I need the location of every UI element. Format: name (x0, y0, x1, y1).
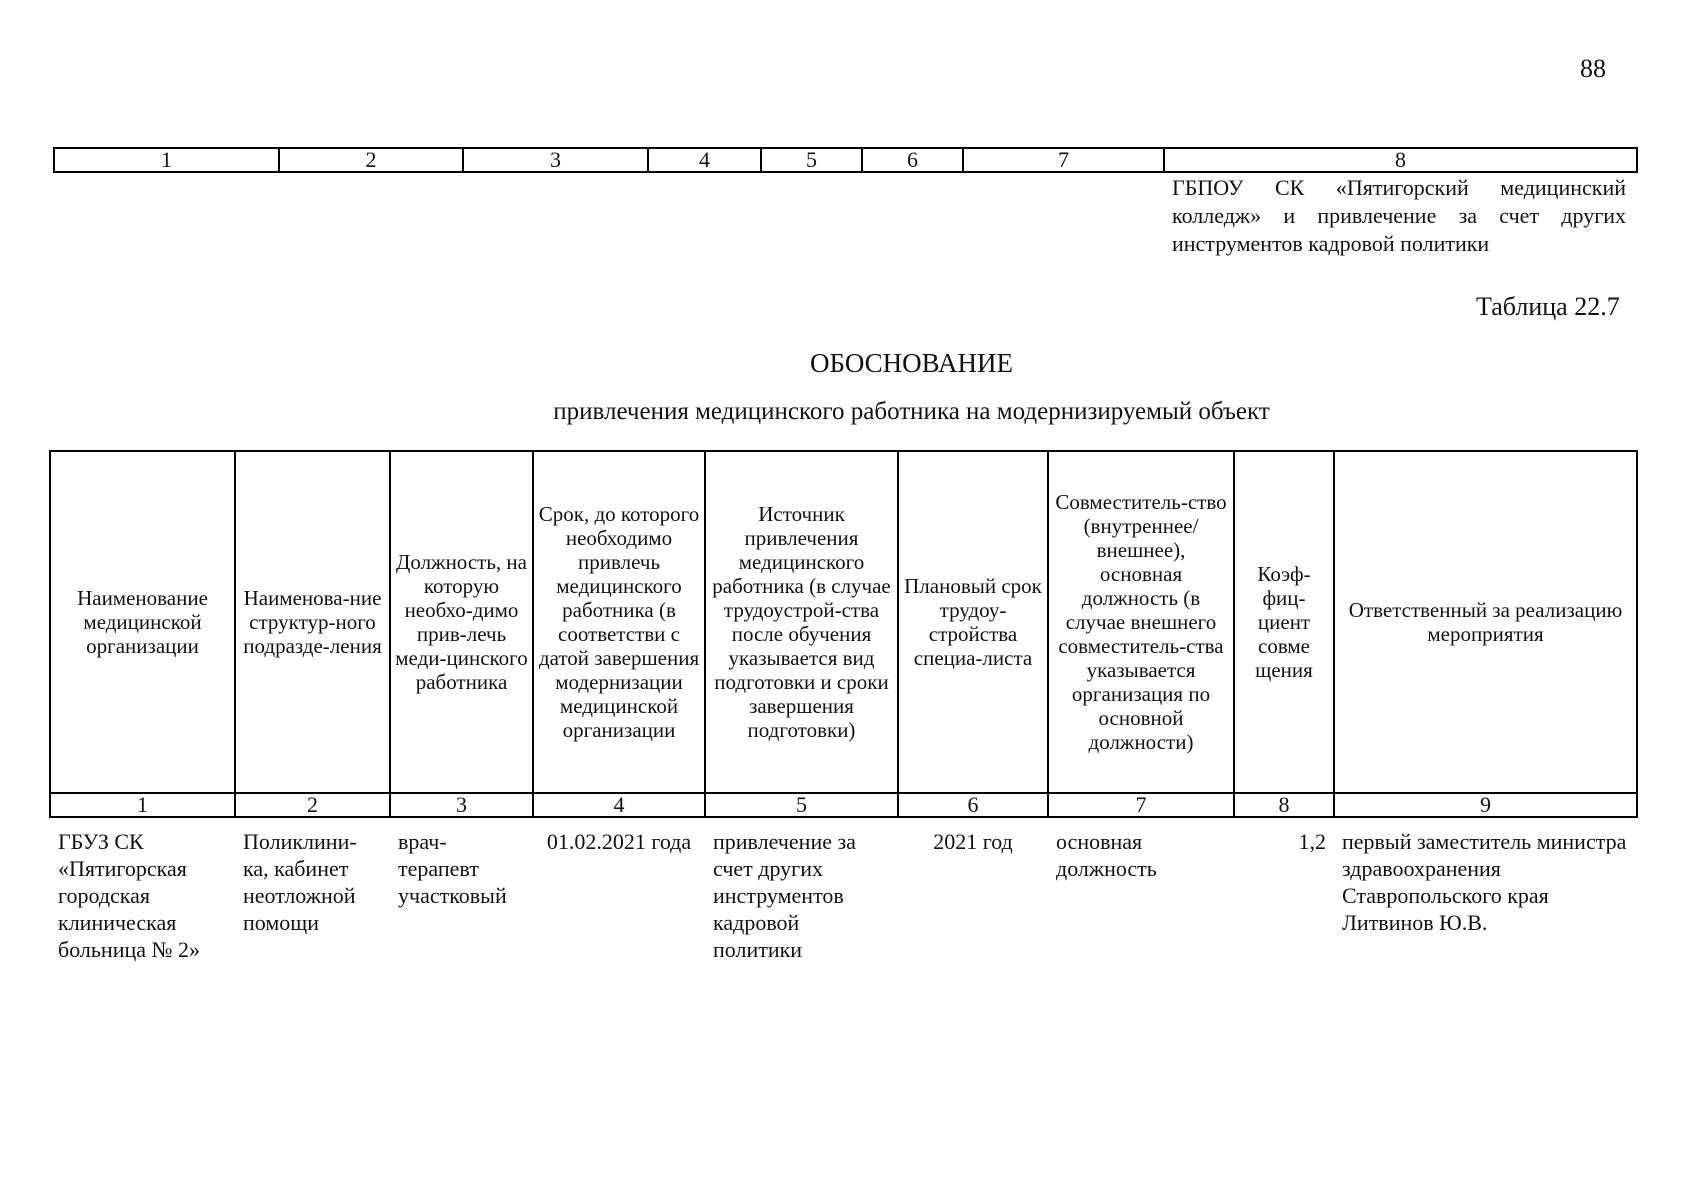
column-number: 4 (533, 793, 705, 817)
deadline-cell: 01.02.2021 года (546, 829, 692, 854)
document-subtitle: привлечения медицинского работника на модернизируемый объект (553, 398, 1270, 425)
continuation-text: ГБПОУ СК «Пятигорский медицинский колледж» и привлечение за счет других инструментов кадровой политики (1172, 175, 1626, 256)
column-number-row (50, 793, 1637, 817)
coefficient-cell: 1,2 (1298, 829, 1326, 854)
table-label: Таблица 22.7 (1476, 292, 1620, 321)
column-header: Плановый срок трудоу-стройства специа-листа (898, 451, 1048, 793)
position-cell: врач-терапевт участковый (398, 829, 507, 908)
column-header: Коэф-фиц-циент совме щения (1234, 451, 1334, 793)
column-number: 8 (1234, 793, 1334, 817)
table-row (50, 817, 1637, 963)
column-number: 1 (50, 793, 235, 817)
column-header: Совместитель-ство (внутреннее/ внешнее), основная должность (в случае внешнего совместитель-ства указывается организация по основной должности) (1048, 451, 1234, 793)
column-number: 7 (1048, 793, 1234, 817)
column-number: 4 (648, 148, 761, 172)
employment-type-cell: основная должность (1056, 829, 1157, 881)
table-header-row (50, 451, 1637, 793)
column-number: 9 (1334, 793, 1637, 817)
column-header: Ответственный за реализацию мероприятия (1334, 451, 1637, 793)
department-cell: Поликлини-ка, кабинет неотложной помощи (243, 829, 357, 935)
column-number: 6 (862, 148, 963, 172)
column-number: 3 (390, 793, 533, 817)
continuation-number-row (54, 148, 1637, 172)
document-title: ОБОСНОВАНИЕ (810, 348, 1013, 378)
column-number: 3 (463, 148, 648, 172)
organization-cell: ГБУЗ СК «Пятигорская городская клиническая больница № 2» (58, 829, 200, 962)
column-number: 1 (54, 148, 279, 172)
responsible-cell: первый заместитель министра здравоохранения Ставропольского края Литвинов Ю.В. (1342, 829, 1627, 935)
column-number: 5 (761, 148, 862, 172)
column-number: 5 (705, 793, 898, 817)
source-cell: привлечение за счет других инструментов кадровой политики (713, 829, 856, 962)
column-number: 8 (1164, 148, 1637, 172)
column-header: Источник привлечения медицинского работника (в случае трудоустрой-ства после обучения указывается вид подготовки и сроки завершения подготовки) (705, 451, 898, 793)
justification-table (49, 450, 1638, 963)
column-number: 2 (235, 793, 390, 817)
column-number: 6 (898, 793, 1048, 817)
column-header: Наименование медицинской организации (50, 451, 235, 793)
column-header: Срок, до которого необходимо привлечь медицинского работника (в соответстви с датой завершения модернизации медицинской организации (533, 451, 705, 793)
column-header: Должность, на которую необхо-димо прив-лечь меди-цинского работника (390, 451, 533, 793)
column-number: 7 (963, 148, 1164, 172)
column-header: Наименова-ние структур-ного подразде-ления (235, 451, 390, 793)
column-number: 2 (279, 148, 463, 172)
page-number: 88 (1580, 54, 1606, 83)
planned-term-cell: 2021 год (933, 829, 1013, 854)
continuation-table-header (53, 147, 1638, 173)
